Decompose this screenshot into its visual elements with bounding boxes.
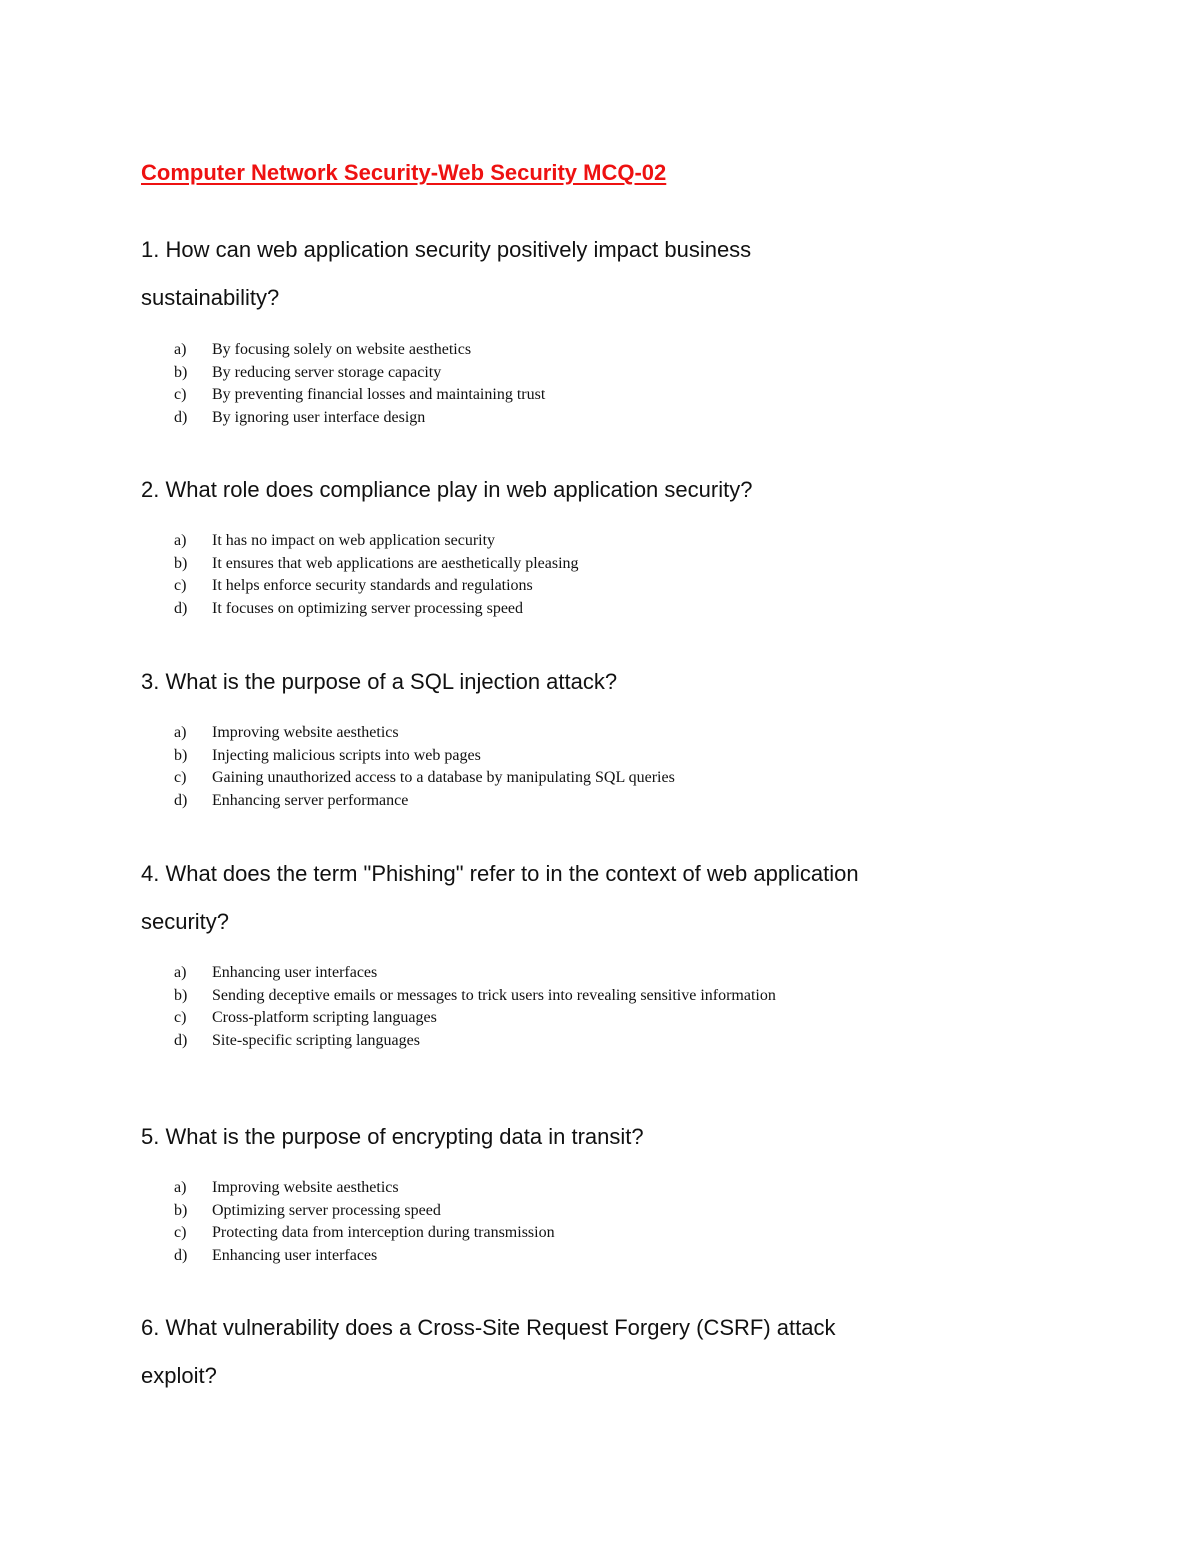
- option-text: By focusing solely on website aesthetics: [212, 341, 472, 358]
- document-title: Computer Network Security-Web Security MCQ-02: [141, 160, 667, 185]
- option-text: It has no impact on web application security: [212, 532, 496, 549]
- option-text: Enhancing server performance: [212, 791, 409, 809]
- option-text: Optimizing server processing speed: [212, 1201, 441, 1219]
- option-letter: d): [174, 408, 188, 426]
- option-text: It helps enforce security standards and regulations: [212, 577, 533, 594]
- option-text: Enhancing user interfaces: [212, 964, 378, 981]
- option: [174, 362, 854, 385]
- option-letter: a): [174, 341, 187, 358]
- question-1-text: 1. How can web application security positively impact business sustainability?: [141, 237, 752, 310]
- option: [174, 598, 854, 621]
- option: [174, 1200, 854, 1223]
- option-text: Protecting data from interception during transmission: [212, 1224, 555, 1241]
- option-letter: d): [174, 791, 188, 809]
- option-letter: c): [174, 1224, 187, 1241]
- option: [174, 407, 854, 430]
- option: [174, 530, 854, 553]
- question-2-options: [174, 530, 854, 620]
- option: [174, 722, 854, 745]
- option-letter: b): [174, 554, 188, 572]
- option-letter: b): [174, 363, 188, 381]
- question-3-options: [174, 722, 854, 812]
- option-text: Sending deceptive emails or messages to trick users into revealing sensitive information: [212, 986, 776, 1004]
- option-letter: b): [174, 986, 188, 1004]
- option-letter: b): [174, 1201, 188, 1219]
- option-text: By ignoring user interface design: [212, 408, 426, 426]
- option: [174, 767, 854, 790]
- question-1-options: [174, 339, 854, 429]
- option-text: Injecting malicious scripts into web pages: [212, 746, 481, 764]
- option: [174, 1177, 854, 1200]
- option-letter: d): [174, 1031, 188, 1049]
- option-letter: d): [174, 1246, 188, 1264]
- option-letter: c): [174, 1009, 187, 1026]
- option: [174, 1245, 854, 1268]
- option: [174, 1030, 854, 1053]
- question-4-options: [174, 962, 854, 1052]
- question-3-text: 3. What is the purpose of a SQL injection attack?: [141, 669, 618, 694]
- option-letter: c): [174, 769, 187, 786]
- option: [174, 339, 854, 362]
- option-text: It focuses on optimizing server processing speed: [212, 599, 524, 617]
- option: [174, 962, 854, 985]
- option: [174, 745, 854, 768]
- option: [174, 384, 854, 407]
- question-6-text: 6. What vulnerability does a Cross-Site Request Forgery (CSRF) attack exploit?: [141, 1315, 836, 1388]
- option-text: By preventing financial losses and maintaining trust: [212, 386, 546, 403]
- option-letter: a): [174, 1179, 187, 1196]
- question-5-options: [174, 1177, 854, 1267]
- option-text: By reducing server storage capacity: [212, 363, 442, 381]
- option-text: It ensures that web applications are aesthetically pleasing: [212, 554, 579, 572]
- option-text: Enhancing user interfaces: [212, 1246, 378, 1264]
- question-4-text: 4. What does the term "Phishing" refer to in the context of web application security?: [141, 861, 859, 934]
- option: [174, 575, 854, 598]
- option-text: Cross-platform scripting languages: [212, 1009, 437, 1026]
- option-text: Improving website aesthetics: [212, 1179, 399, 1196]
- option-text: Improving website aesthetics: [212, 724, 399, 741]
- option-letter: c): [174, 386, 187, 403]
- option-text: Gaining unauthorized access to a database by manipulating SQL queries: [212, 769, 675, 786]
- option: [174, 1007, 854, 1030]
- option-text: Site-specific scripting languages: [212, 1031, 420, 1049]
- option-letter: a): [174, 724, 187, 741]
- option: [174, 790, 854, 813]
- option-letter: a): [174, 964, 187, 981]
- option-letter: d): [174, 599, 188, 617]
- option: [174, 553, 854, 576]
- question-5-text: 5. What is the purpose of encrypting data in transit?: [141, 1124, 644, 1149]
- option: [174, 985, 854, 1008]
- option-letter: b): [174, 746, 188, 764]
- option-letter: c): [174, 577, 187, 594]
- question-2-text: 2. What role does compliance play in web application security?: [141, 477, 753, 502]
- option-letter: a): [174, 532, 187, 549]
- option: [174, 1222, 854, 1245]
